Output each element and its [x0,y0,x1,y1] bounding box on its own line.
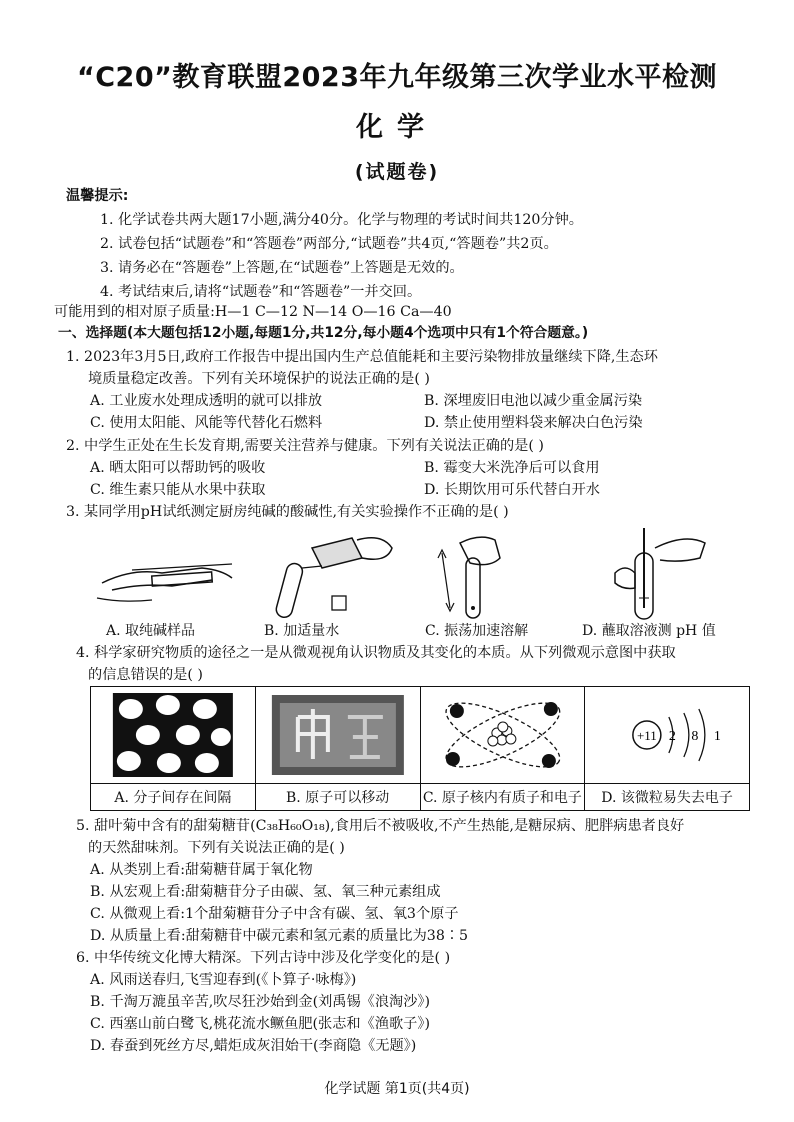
q4-option-c: C. 原子核内有质子和电子 [420,784,585,811]
q6-option-c: C. 西塞山前白鹭飞,桃花流水鳜鱼肥(张志和《渔歌子》) [90,1016,430,1032]
q3-stem: 3. 某同学用pH试纸测定厨房纯碱的酸碱性,有关实验操作不正确的是( ) [66,504,509,520]
q2-option-c: C. 维生素只能从水果中获取 [90,482,266,498]
q3-figure-d [595,528,745,623]
notice-item-3: 3. 请务必在“答题卷”上答题,在“试题卷”上答题是无效的。 [100,260,464,276]
notice-heading: 温馨提示: [66,188,129,204]
q5-option-d: D. 从质量上看:甜菊糖苷中碳元素和氢元素的质量比为38∶5 [90,928,469,944]
q1-option-c: C. 使用太阳能、风能等代替化石燃料 [90,415,323,431]
q1-option-a: A. 工业废水处理成透明的就可以排放 [90,393,323,409]
q4-stem-line2: 的信息错误的是( ) [88,667,203,683]
q5-stem-line2: 的天然甜味剂。下列有关说法正确的是( ) [88,840,345,856]
q5-option-c: C. 从微观上看:1个甜菊糖苷分子中含有碳、氢、氧3个原子 [90,906,459,922]
q4-image-a [91,687,256,784]
q4-image-b [255,687,420,784]
q3-option-c: C. 振荡加速溶解 [425,623,529,639]
q4-option-b: B. 原子可以移动 [255,784,420,811]
section-heading: 一、选择题(本大题包括12小题,每题1分,共12分,每小题4个选项中只有1个符合题意。) [58,325,589,341]
q6-option-b: B. 千淘万漉虽辛苦,吹尽狂沙始到金(刘禹锡《浪淘沙》) [90,994,431,1010]
q4-image-table [90,686,750,811]
q4-option-d: D. 该微粒易失去电子 [585,784,750,811]
paper-type-label: (试题卷) [354,161,440,183]
q4-option-a: A. 分子间存在间隔 [91,784,256,811]
q3-figure-b [262,528,412,623]
q6-option-d: D. 春蚕到死丝方尽,蜡炬成灰泪始干(李商隐《无题》) [90,1038,417,1054]
notice-item-2: 2. 试卷包括“试题卷”和“答题卷”两部分,“试题卷”共4页,“答题卷”共2页。 [100,236,558,252]
q3-figure-a [92,528,242,623]
q2-stem: 2. 中学生正处在生长发育期,需要关注营养与健康。下列有关说法正确的是( ) [66,438,544,454]
page-footer: 化学试题 第1页(共4页) [324,1081,470,1097]
q6-option-a: A. 风雨送春归,飞雪迎春到(《卜算子·咏梅》) [90,972,357,988]
notice-item-1: 1. 化学试卷共两大题17小题,满分40分。化学与物理的考试时间共120分钟。 [100,212,583,228]
q2-option-b: B. 霉变大米洗净后可以食用 [424,460,600,476]
q5-option-b: B. 从宏观上看:甜菊糖苷分子由碳、氢、氧三种元素组成 [90,884,441,900]
q4-image-c [420,687,585,784]
q5-option-a: A. 从类别上看:甜菊糖苷属于氧化物 [90,862,313,878]
exam-title: “C20”教育联盟2023年九年级第三次学业水平检测 [76,62,718,93]
q1-stem-line2: 境质量稳定改善。下列有关环境保护的说法正确的是( ) [88,371,430,387]
q1-option-b: B. 深埋废旧电池以减少重金属污染 [424,393,643,409]
q2-option-d: D. 长期饮用可乐代替白开水 [424,482,600,498]
q3-option-a: A. 取纯碱样品 [106,623,196,639]
q3-figure-c [420,528,570,623]
atomic-masses: 可能用到的相对原子质量:H—1 C—12 N—14 O—16 Ca—40 [54,304,452,320]
q3-option-d: D. 蘸取溶液测 pH 值 [582,623,716,639]
q4-stem-line1: 4. 科学家研究物质的途径之一是从微观视角认识物质及其变化的本质。从下列微观示意图中获取 [76,645,676,661]
notice-item-4: 4. 考试结束后,请将“试题卷”和“答题卷”一并交回。 [100,284,422,300]
q4-atom-shells: 2 8 1 [669,729,728,744]
q1-stem-line1: 1. 2023年3月5日,政府工作报告中提出国内生产总值能耗和主要污染物排放量继续下降,生态环 [66,349,658,365]
q5-stem-line1: 5. 甜叶菊中含有的甜菊糖苷(C₃₈H₆₀O₁₈),食用后不被吸收,不产生热能,是糖尿病、肥胖病患者良好 [76,818,685,834]
q4-image-d [585,687,750,784]
q4-atom-nucleus-label: +11 [637,728,658,743]
q1-option-d: D. 禁止使用塑料袋来解决白色污染 [424,415,643,431]
subject-title: 化学 [356,112,438,143]
q3-option-b: B. 加适量水 [264,623,340,639]
q2-option-a: A. 晒太阳可以帮助钙的吸收 [90,460,266,476]
q6-stem: 6. 中华传统文化博大精深。下列古诗中涉及化学变化的是( ) [76,950,451,966]
